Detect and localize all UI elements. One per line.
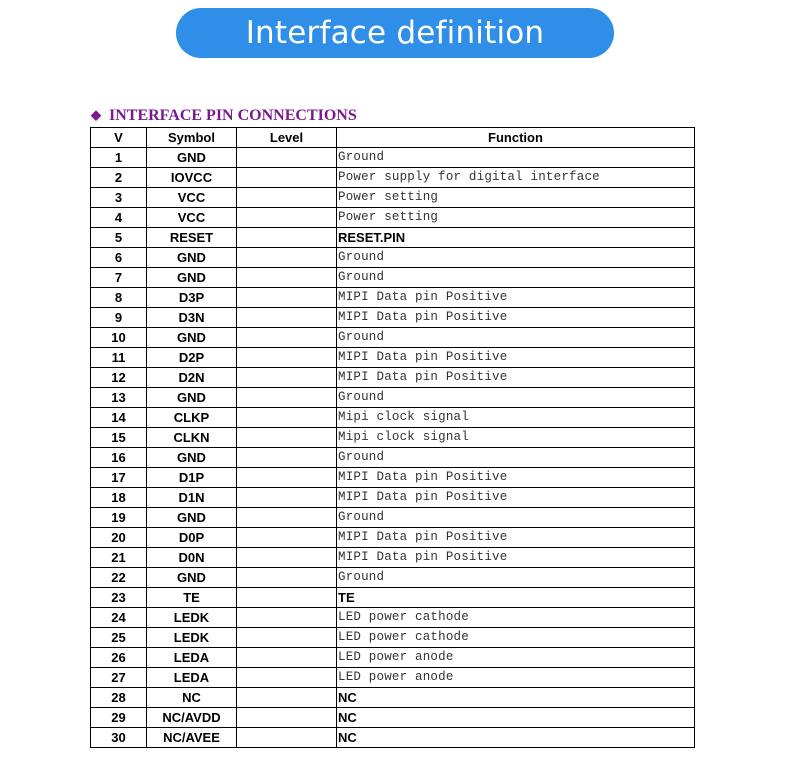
pin-cell: 15 [91, 428, 147, 448]
diamond-bullet-icon: ◆ [91, 107, 101, 122]
table-row [91, 728, 695, 748]
table-row [91, 688, 695, 708]
level-cell [237, 528, 337, 548]
pin-cell: 10 [91, 328, 147, 348]
level-cell [237, 328, 337, 348]
function-cell: MIPI Data pin Positive [337, 488, 695, 508]
pin-cell: 12 [91, 368, 147, 388]
function-cell: NC [337, 688, 695, 708]
level-cell [237, 568, 337, 588]
symbol-cell: D3N [147, 308, 237, 328]
symbol-cell: VCC [147, 208, 237, 228]
pin-cell: 14 [91, 408, 147, 428]
symbol-cell: NC/AVEE [147, 728, 237, 748]
function-cell: MIPI Data pin Positive [337, 308, 695, 328]
table-row [91, 368, 695, 388]
function-cell: MIPI Data pin Positive [337, 288, 695, 308]
table-row [91, 488, 695, 508]
function-cell: Mipi clock signal [337, 428, 695, 448]
section-heading [91, 106, 357, 126]
level-cell [237, 408, 337, 428]
pin-cell: 27 [91, 668, 147, 688]
level-cell [237, 168, 337, 188]
table-row [91, 408, 695, 428]
table-header-row [91, 128, 695, 148]
symbol-cell: LEDK [147, 628, 237, 648]
function-cell: NC [337, 728, 695, 748]
function-cell: Ground [337, 568, 695, 588]
symbol-cell: RESET [147, 228, 237, 248]
symbol-cell: GND [147, 248, 237, 268]
symbol-cell: GND [147, 448, 237, 468]
function-cell: Ground [337, 148, 695, 168]
pin-cell: 29 [91, 708, 147, 728]
table-row [91, 148, 695, 168]
pin-cell: 5 [91, 228, 147, 248]
function-cell: Ground [337, 248, 695, 268]
function-cell: TE [337, 588, 695, 608]
symbol-cell: D2P [147, 348, 237, 368]
level-cell [237, 448, 337, 468]
header-level: Level [237, 128, 337, 148]
level-cell [237, 208, 337, 228]
level-cell [237, 508, 337, 528]
pin-cell: 7 [91, 268, 147, 288]
pin-cell: 20 [91, 528, 147, 548]
function-cell: Ground [337, 388, 695, 408]
function-cell: NC [337, 708, 695, 728]
pin-cell: 3 [91, 188, 147, 208]
table-row [91, 208, 695, 228]
table-row [91, 628, 695, 648]
pin-cell: 21 [91, 548, 147, 568]
table-row [91, 228, 695, 248]
pin-cell: 16 [91, 448, 147, 468]
symbol-cell: D0N [147, 548, 237, 568]
table-row [91, 668, 695, 688]
function-cell: Power setting [337, 208, 695, 228]
header-symbol: Symbol [147, 128, 237, 148]
level-cell [237, 648, 337, 668]
symbol-cell: LEDK [147, 608, 237, 628]
function-cell: LED power anode [337, 648, 695, 668]
table-row [91, 568, 695, 588]
level-cell [237, 728, 337, 748]
level-cell [237, 708, 337, 728]
pin-cell: 8 [91, 288, 147, 308]
symbol-cell: NC [147, 688, 237, 708]
pin-cell: 9 [91, 308, 147, 328]
table-row [91, 448, 695, 468]
symbol-cell: GND [147, 568, 237, 588]
pin-cell: 4 [91, 208, 147, 228]
table-row [91, 248, 695, 268]
table-row [91, 168, 695, 188]
pin-cell: 23 [91, 588, 147, 608]
function-cell: MIPI Data pin Positive [337, 528, 695, 548]
symbol-cell: D0P [147, 528, 237, 548]
symbol-cell: GND [147, 388, 237, 408]
function-cell: LED power cathode [337, 628, 695, 648]
pin-cell: 1 [91, 148, 147, 168]
table-row [91, 308, 695, 328]
level-cell [237, 548, 337, 568]
pin-cell: 24 [91, 608, 147, 628]
level-cell [237, 688, 337, 708]
level-cell [237, 288, 337, 308]
table-row [91, 648, 695, 668]
pin-cell: 28 [91, 688, 147, 708]
table-row [91, 328, 695, 348]
level-cell [237, 468, 337, 488]
level-cell [237, 608, 337, 628]
level-cell [237, 188, 337, 208]
table-row [91, 268, 695, 288]
pin-cell: 30 [91, 728, 147, 748]
level-cell [237, 668, 337, 688]
function-cell: LED power anode [337, 668, 695, 688]
page-banner [176, 8, 614, 58]
table-row [91, 548, 695, 568]
pin-cell: 19 [91, 508, 147, 528]
symbol-cell: LEDA [147, 668, 237, 688]
level-cell [237, 388, 337, 408]
symbol-cell: D3P [147, 288, 237, 308]
level-cell [237, 628, 337, 648]
symbol-cell: GND [147, 328, 237, 348]
symbol-cell: GND [147, 148, 237, 168]
table-row [91, 508, 695, 528]
pin-cell: 17 [91, 468, 147, 488]
function-cell: MIPI Data pin Positive [337, 468, 695, 488]
table-row [91, 528, 695, 548]
table-body [91, 148, 695, 748]
symbol-cell: LEDA [147, 648, 237, 668]
level-cell [237, 308, 337, 328]
function-cell: Power supply for digital interface [337, 168, 695, 188]
level-cell [237, 268, 337, 288]
pin-cell: 18 [91, 488, 147, 508]
function-cell: MIPI Data pin Positive [337, 368, 695, 388]
function-cell: Mipi clock signal [337, 408, 695, 428]
symbol-cell: CLKP [147, 408, 237, 428]
pin-cell: 13 [91, 388, 147, 408]
symbol-cell: D1N [147, 488, 237, 508]
function-cell: Power setting [337, 188, 695, 208]
table-row [91, 388, 695, 408]
symbol-cell: TE [147, 588, 237, 608]
level-cell [237, 228, 337, 248]
function-cell: Ground [337, 268, 695, 288]
pin-cell: 25 [91, 628, 147, 648]
table-row [91, 288, 695, 308]
level-cell [237, 348, 337, 368]
table-row [91, 348, 695, 368]
function-cell: LED power cathode [337, 608, 695, 628]
table-row [91, 608, 695, 628]
pin-table [90, 127, 695, 748]
function-cell: Ground [337, 508, 695, 528]
function-cell: MIPI Data pin Positive [337, 548, 695, 568]
symbol-cell: GND [147, 508, 237, 528]
banner-title: Interface definition [245, 15, 545, 51]
function-cell: RESET.PIN [337, 228, 695, 248]
symbol-cell: GND [147, 268, 237, 288]
pin-cell: 11 [91, 348, 147, 368]
symbol-cell: D1P [147, 468, 237, 488]
table-row [91, 468, 695, 488]
header-function: Function [337, 128, 695, 148]
table-row [91, 588, 695, 608]
section-title: INTERFACE PIN CONNECTIONS [109, 107, 357, 124]
pin-cell: 6 [91, 248, 147, 268]
pin-cell: 22 [91, 568, 147, 588]
symbol-cell: NC/AVDD [147, 708, 237, 728]
function-cell: Ground [337, 328, 695, 348]
level-cell [237, 588, 337, 608]
function-cell: Ground [337, 448, 695, 468]
level-cell [237, 148, 337, 168]
symbol-cell: IOVCC [147, 168, 237, 188]
pin-cell: 2 [91, 168, 147, 188]
function-cell: MIPI Data pin Positive [337, 348, 695, 368]
level-cell [237, 368, 337, 388]
table-row [91, 428, 695, 448]
table-row [91, 188, 695, 208]
table-row [91, 708, 695, 728]
symbol-cell: CLKN [147, 428, 237, 448]
level-cell [237, 248, 337, 268]
pin-cell: 26 [91, 648, 147, 668]
header-pin: V [91, 128, 147, 148]
symbol-cell: VCC [147, 188, 237, 208]
level-cell [237, 428, 337, 448]
symbol-cell: D2N [147, 368, 237, 388]
level-cell [237, 488, 337, 508]
